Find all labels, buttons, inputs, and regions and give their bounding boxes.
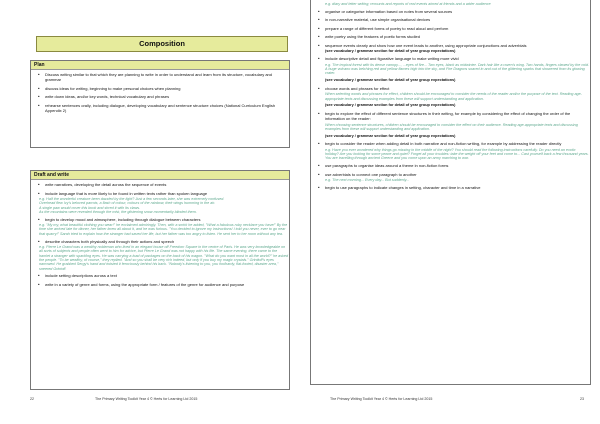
- right-page: [300, 0, 600, 424]
- list-item: • begin to develop mood and atmosphere, including through dialogue between characters: [37, 217, 285, 222]
- plan-heading: Plan: [31, 61, 289, 70]
- example-text: e.g. Have you ever wondered why things go missing in the middle of the night? You should read the following instructions carefully. Do you need an exotic holiday? Are you looking for some peace and quiet? Forget all your troubles: take the weight off your feet and come to... Cast yourself back a few thousand years. You are travelling through ancient Greece and you come upon an army marching to war.: [325, 147, 589, 161]
- list-item: • organise or categorise information based on notes from several sources: [317, 9, 586, 14]
- example-text: When choosing sentence structures, children should be encouraged to consider the effect on their audience. Reading age-appropriate texts and discussing examples from these will support understanding and application.: [325, 122, 578, 131]
- draft-panel: [30, 170, 290, 390]
- list-item: • include descriptive detail and figurative language to make writing more vivid: [317, 56, 586, 61]
- example-line: e.g. Half the wonderful creature been dazzled by the light? Just a few seconds later, she was extremely confused.: [39, 197, 225, 201]
- list-item: • prepare a range of different forms of poetry to read aloud and perform: [317, 26, 586, 31]
- page-number-right: 23: [580, 397, 584, 401]
- vocabulary-reference: (see vocabulary / grammar section for detail of year group expectations): [325, 78, 456, 83]
- example-text: e.g. The next morning... Every day... But suddenly...: [325, 178, 410, 183]
- list-item: • write down ideas, and/or key words, technical vocabulary and phrases: [37, 94, 285, 99]
- list-item-text: include language that is more likely to be found in written texts rather than spoken language: [45, 190, 208, 196]
- list-item: • write narratives, developing the detail across the sequence of events: [37, 182, 285, 187]
- list-item: • include setting descriptions across a text: [37, 273, 285, 278]
- list-item: • choose words and phrases for effect: [317, 86, 586, 91]
- example-text: When selecting words and phrases for effect, children should be encouraged to consider the needs of the reader and/or the purpose of the text. Reading age-appropriate texts and discussing examples from these will support understanding and application.: [325, 92, 582, 101]
- list-item: • describe characters both physically and through their actions and speech: [37, 239, 285, 244]
- composition-title: Composition: [36, 36, 288, 52]
- list-item: • rehearse sentences orally, including dialogue, developing vocabulary and sentence structure choices (National Curriculum English Appendix 2): [37, 103, 285, 113]
- example-line: A single paw would cover this book and shred it with its claws.: [39, 205, 141, 210]
- list-item: • write poetry using the features of poetic forms studied: [317, 34, 586, 39]
- plan-list: [31, 70, 289, 113]
- footer-credit-left: The Primary Writing Toolkit Year 4 © Herts for Learning Ltd 2015: [95, 397, 198, 401]
- example-text: e.g. diary and letter writing; recounts and reports of real events aimed at friends and a wider audience: [325, 2, 491, 6]
- list-item: • begin to explore the effect of different sentence structures in their writing, for example by considering the effect of changing the order of the information on the reader:: [317, 111, 586, 121]
- list-item: • use adverbials to connect one paragraph to another: [317, 172, 586, 177]
- list-item: • discuss ideas for writing, beginning to make personal choices when planning: [37, 86, 285, 91]
- example-text: e.g. The tropical forest with its dense canopy..., ...eyes of fire... Two eyes, black as midwinter. Dark hair like a raven's wing. Two hands, fingers clawed by the cold. A huge volcano was belching red and yellow flames high into the sky, and Fire Dragons soared in and out of the glittering sparks that showered from its glowing crater.: [325, 62, 590, 76]
- list-item: • begin to consider the reader when adding detail in both narrative and non-fiction writing, for example by addressing the reader directly: [317, 141, 586, 146]
- page-number-left: 22: [30, 397, 34, 401]
- list-item: • begin to use paragraphs to indicate changes in setting, character and time in a narrative: [317, 185, 586, 190]
- example-text: e.g. Pierre Le Grand was a wealthy nobleman who lived in an elegant house off Freedom Square in the centre of Paris. He was very knowledgeable on all sorts of subjects and people often went to him for advice, but Pierre Le Grand was not happy with his life. The same evening, there came to the hamlet a stranger with sparkling eyes. He was carrying a load of packages on the back of his wagon. "What do you want most in all the world?" he asked the people. "To be wealthy, of course," they replied. "And so you shall be very rich indeed, but only if you buy my magic crystals." Grintloff's eyes narrowed. He grabbed Sergy's hand and twisted it ferociously behind his back. "Nobody's listening to you, you foolhardy, flat-footed, disaster area," sneered Grintoff.: [39, 245, 288, 271]
- example-text: [39, 197, 289, 214]
- continued-list: [311, 9, 590, 48]
- list-item: • sequence events clearly and show how one event leads to another, using appropriate conjunctions and adverbials: [317, 43, 586, 48]
- example-line: As the mountains were revealed through the mist, the glistening snow momentarily blinded them.: [39, 209, 197, 214]
- list-item: • use paragraphs to organise ideas around a theme in non-fiction forms: [317, 163, 586, 168]
- draft-heading: Draft and write: [31, 171, 289, 180]
- list-item: [37, 191, 285, 196]
- continued-panel: [310, 0, 591, 385]
- example-line: Overhead flew Ivy's beloved parrots, a flash of colour, colours of the rainbow, their wings humming in the air.: [39, 201, 216, 206]
- vocabulary-reference: (see vocabulary / grammar section for detail of year group expectations): [325, 48, 456, 53]
- list-item: • write in a variety of genre and forms, using the appropriate form / features of the genre for audience and purpose: [37, 282, 285, 287]
- footer-credit-right: The Primary Writing Toolkit Year 4 © Herts for Learning Ltd 2015: [330, 397, 433, 401]
- example-text: e.g. "My my, what beautiful clothing you wear!" he exclaimed admiringly. Then, with a smirk he added, "What a fabulous ruby necklace you have!" By the time she arrived late for dinner, her father knew all about it, and he was furious. "You decided to ignore my instructions! I told you never, ever to go near that quarry!" Sarah tried to explain how the stranger had saved her life, but her father was too angry to listen. He sent her to her room without any tea.: [39, 223, 288, 236]
- plan-panel: [30, 60, 290, 148]
- vocabulary-reference: (see vocabulary / grammar section for detail of year group expectations): [325, 133, 456, 138]
- list-item: • in non-narrative material, use simple organisational devices: [317, 17, 586, 22]
- list-item: • Discuss writing similar to that which they are planning to write in order to understand and learn from its structure, vocabulary and grammar: [37, 72, 285, 82]
- draft-list: [31, 180, 289, 196]
- vocabulary-reference: (see vocabulary / grammar section for detail of year group expectations): [325, 103, 456, 108]
